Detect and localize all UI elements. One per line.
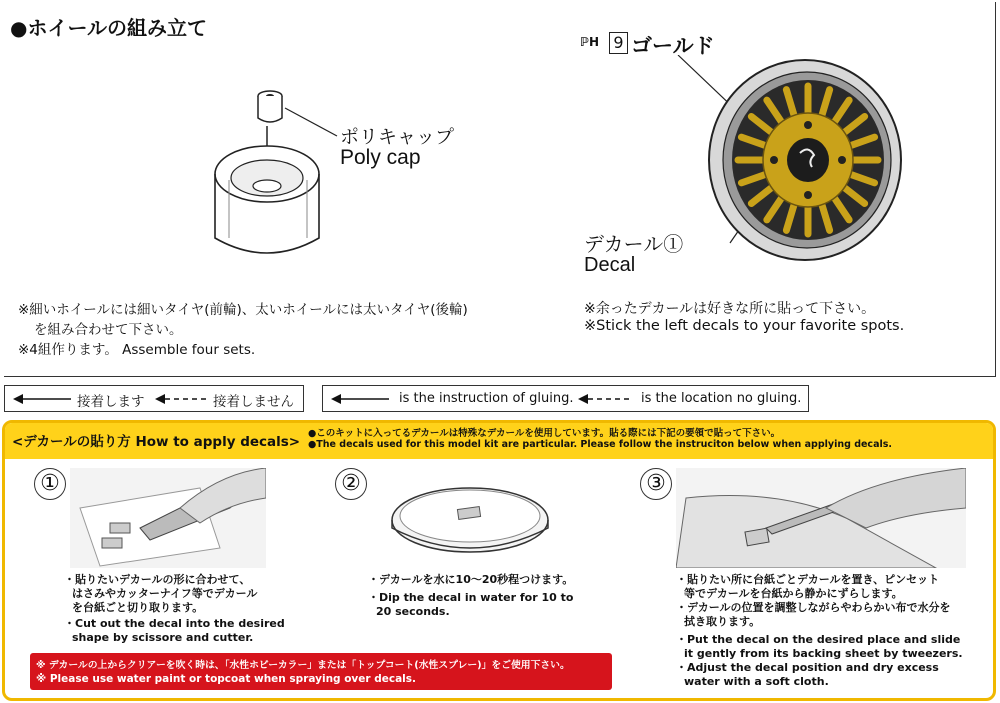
- step-1-en-1: ・Cut out the decal into the desired: [64, 617, 285, 630]
- step-3-en-2: it gently from its backing sheet by tweezers.: [684, 647, 963, 660]
- decal-label-jp: デカール①: [584, 234, 684, 256]
- step-3-jp-1: ・貼りたい所に台紙ごとデカールを置き、ピンセット: [676, 573, 940, 586]
- decal-label-en: Decal: [584, 254, 636, 276]
- step-1-jp-1: ・貼りたいデカールの形に合わせて、: [64, 573, 251, 586]
- paint-code-number: 9: [609, 32, 628, 54]
- legend-en: [322, 385, 809, 412]
- note-left-2: を組み合わせて下さい。: [34, 322, 183, 338]
- warning-jp: ※ デカールの上からクリアーを吹く時は、「水性ホビーカラー」または「トップコート(水性スプレー)」をご使用下さい。: [36, 660, 570, 671]
- note-right-2: ※Stick the left decals to your favorite spots.: [584, 318, 905, 334]
- legend-jp-glue: 接着します: [77, 394, 145, 410]
- section-title: ●ホイールの組み立て: [10, 16, 208, 40]
- step-2-jp-1: ・デカールを水に10〜20秒程つけます。: [368, 573, 574, 586]
- warning-en: ※ Please use water paint or topcoat when spraying over decals.: [36, 673, 417, 685]
- paint-code-prefix: ℙH: [580, 35, 600, 49]
- step-1-jp-2: はさみやカッターナイフ等でデカール: [72, 587, 258, 600]
- polycap-diagram: [205, 88, 455, 268]
- legend-en-glue: is the instruction of gluing.: [399, 391, 574, 406]
- legend-jp-noglue: 接着しません: [213, 394, 294, 410]
- polycap-label-en: Poly cap: [340, 146, 421, 169]
- water-dish-image: [372, 468, 568, 568]
- legend-jp: [4, 385, 304, 412]
- step-2-illustration: [372, 468, 568, 568]
- cutting-decal-image: [70, 468, 266, 568]
- decal-header-note-jp: ●このキットに入ってるデカールは特殊なデカールを使用しています。貼る際には下記の要領で貼って下さい。: [308, 428, 781, 439]
- step-1-number: ①: [34, 468, 66, 500]
- step-3-number: ③: [640, 468, 672, 500]
- noglue-arrow-icon: [578, 393, 633, 405]
- applying-decal-image: [676, 468, 966, 568]
- glue-arrow-icon: [13, 393, 73, 405]
- noglue-arrow-icon: [155, 393, 210, 405]
- step-3-jp-3: ・デカールの位置を調整しながらやわらかい布で水分を: [676, 601, 951, 614]
- glue-arrow-icon: [331, 393, 391, 405]
- note-left-3: ※4組作ります。 Assemble four sets.: [18, 342, 256, 358]
- step-1-jp-3: を台紙ごと切り取ります。: [72, 601, 204, 614]
- note-right-1: ※余ったデカールは好きな所に貼って下さい。: [584, 301, 876, 317]
- step-2-en-1: ・Dip the decal in water for 10 to: [368, 591, 574, 604]
- polycap-label-jp: ポリキャップ: [340, 127, 455, 148]
- step-3-jp-2: 等でデカールを台紙から静かにずらします。: [684, 587, 903, 600]
- step-3-jp-4: 拭き取ります。: [684, 615, 761, 628]
- legend-en-noglue: is the location no gluing.: [641, 391, 802, 406]
- step-3-en-4: water with a soft cloth.: [684, 675, 829, 688]
- decal-header: <デカールの貼り方 How to apply decals>: [12, 434, 301, 450]
- step-3-en-3: ・Adjust the decal position and dry excess: [676, 661, 939, 674]
- decal-header-note-en: ●The decals used for this model kit are particular. Please follow the instruciton below when applying decals.: [308, 439, 892, 450]
- note-left-1: ※細いホイールには細いタイヤ(前輪)、太いホイールには太いタイヤ(後輪): [18, 302, 468, 318]
- wheel-diagram: [660, 55, 920, 285]
- step-1-en-2: shape by scissore and cutter.: [72, 631, 254, 644]
- step-2-en-2: 20 seconds.: [376, 605, 450, 618]
- step-2-number: ②: [335, 468, 367, 500]
- step-1-illustration: [70, 468, 266, 568]
- step-3-illustration: [676, 468, 966, 568]
- paint-code-name: ゴールド: [631, 34, 715, 58]
- step-3-en-1: ・Put the decal on the desired place and slide: [676, 633, 961, 646]
